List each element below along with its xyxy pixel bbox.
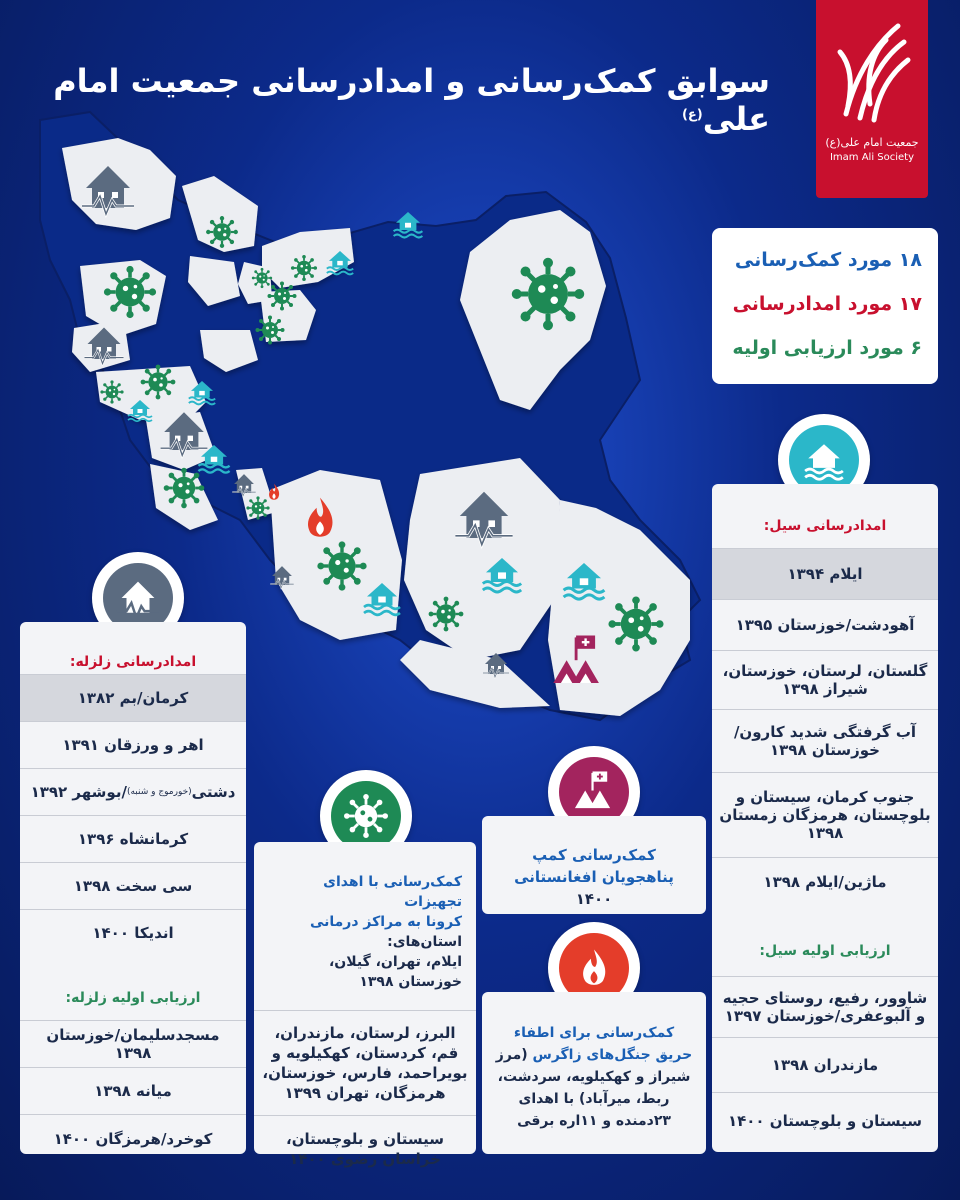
list-item: سیستان و بلوچستان، خراسان رضوی ۱۴۰۰	[254, 1115, 476, 1182]
list-item: دشتی (خورموج و شنبه) /بوشهر ۱۳۹۲	[20, 768, 246, 815]
list-item: البرز، لرستان، مازندران، قم، کردستان، کهکیلویه و بویراحمد، فارس، خوزستان، هرمزگان، تهران ۱۳۹۹	[254, 1010, 476, 1115]
list-item: جنوب کرمان، سیستان و بلوچستان، هرمزگان زمستان ۱۳۹۸	[712, 772, 938, 857]
virus-icon	[256, 316, 285, 345]
list-item: سی سخت ۱۳۹۸	[20, 862, 246, 909]
quake-assess-heading: ارزیابی اولیه زلزله:	[65, 990, 201, 1006]
list-item: مسجدسلیمان/خوزستان ۱۳۹۸	[20, 1020, 246, 1067]
flood-relief-heading: امدادرسانی سیل:	[763, 518, 887, 534]
virus-icon	[512, 258, 585, 331]
virus-icon	[252, 268, 272, 288]
quake-card	[20, 622, 246, 1154]
virus-icon	[268, 282, 297, 311]
virus-icon	[164, 468, 205, 509]
fire-card	[482, 992, 706, 1154]
list-item: اندیکا ۱۴۰۰	[20, 909, 246, 956]
virus-icon	[317, 541, 366, 590]
list-item: سیستان و بلوچستان ۱۴۰۰	[712, 1092, 938, 1149]
summary-aid-count: ۱۸ مورد کمک‌رسانی	[734, 249, 922, 271]
list-item: ماژین/ایلام ۱۳۹۸	[712, 857, 938, 906]
logo-name-en: Imam Ali Society	[829, 152, 915, 163]
flood-card	[712, 484, 938, 1152]
camp-card	[482, 816, 706, 914]
corona-heading: کمک‌رسانی با اهدای تجهیزات کرونا به مراکز درمانی استان‌های: ایلام، تهران، گیلان، خوزستان ۱۳۹۸	[309, 874, 462, 990]
summary-relief-count: ۱۷ مورد امدادرسانی	[732, 293, 922, 315]
list-item: اهر و ورزقان ۱۳۹۱	[20, 721, 246, 768]
virus-icon	[141, 365, 176, 400]
quake-icon	[115, 575, 161, 621]
virus-icon	[291, 255, 317, 281]
list-item: آهودشت/خوزستان ۱۳۹۵	[712, 599, 938, 650]
fire-icon	[574, 946, 614, 990]
virus-icon	[104, 266, 156, 318]
virus-icon	[100, 380, 123, 403]
list-item: شاوور، رفیع، روستای حجیه و آلبوعفری/خوزستان ۱۳۹۷	[712, 976, 938, 1037]
virus-icon	[206, 216, 238, 248]
quake-relief-heading: امدادرسانی زلزله:	[69, 654, 197, 670]
logo-name-fa: جمعیت امام علی(ع)	[825, 136, 919, 149]
list-item: کرمان/بم ۱۳۸۲	[20, 674, 246, 721]
virus-icon	[429, 597, 464, 632]
flood-assess-heading: ارزیابی اولیه سیل:	[759, 943, 891, 959]
list-item: مازندران ۱۳۹۸	[712, 1037, 938, 1092]
list-item: میانه ۱۳۹۸	[20, 1067, 246, 1114]
camp-heading: کمک‌رسانی کمپ پناهجویان افغانستانی	[514, 846, 674, 886]
virus-icon	[608, 596, 663, 651]
camp-icon	[572, 770, 616, 814]
virus-icon	[342, 792, 390, 840]
summary-assessment-count: ۶ مورد ارزیابی اولیه	[732, 337, 922, 359]
logo-mark-icon	[826, 14, 918, 134]
fire-body: (مرز شیراز و کهکیلویه، سردشت، ربط، میرآباد) با اهدای ۲۳دمنده و ۱۱اره برقی	[495, 1047, 691, 1129]
list-item: آب گرفتگی شدید کارون/خوزستان ۱۳۹۸	[712, 709, 938, 772]
list-item: کرمانشاه ۱۳۹۶	[20, 815, 246, 862]
camp-year: ۱۴۰۰	[575, 890, 613, 908]
corona-card	[254, 842, 476, 1168]
list-item: گلستان، لرستان، خوزستان، شیراز ۱۳۹۸	[712, 650, 938, 709]
list-item: کوخرد/هرمزگان ۱۴۰۰	[20, 1114, 246, 1163]
fire-heading: کمک‌رسانی برای اطفاء حریق جنگل‌های زاگرس	[513, 1025, 693, 1063]
summary-box	[712, 228, 938, 384]
virus-icon	[246, 496, 269, 519]
brand-logo	[816, 0, 928, 198]
list-item: ایلام ۱۳۹۴	[712, 548, 938, 599]
page-title: سوابق کمک‌رسانی و امدادرسانی جمعیت امام علی$^{(ع)}$	[53, 62, 770, 138]
flood-icon	[802, 438, 846, 482]
